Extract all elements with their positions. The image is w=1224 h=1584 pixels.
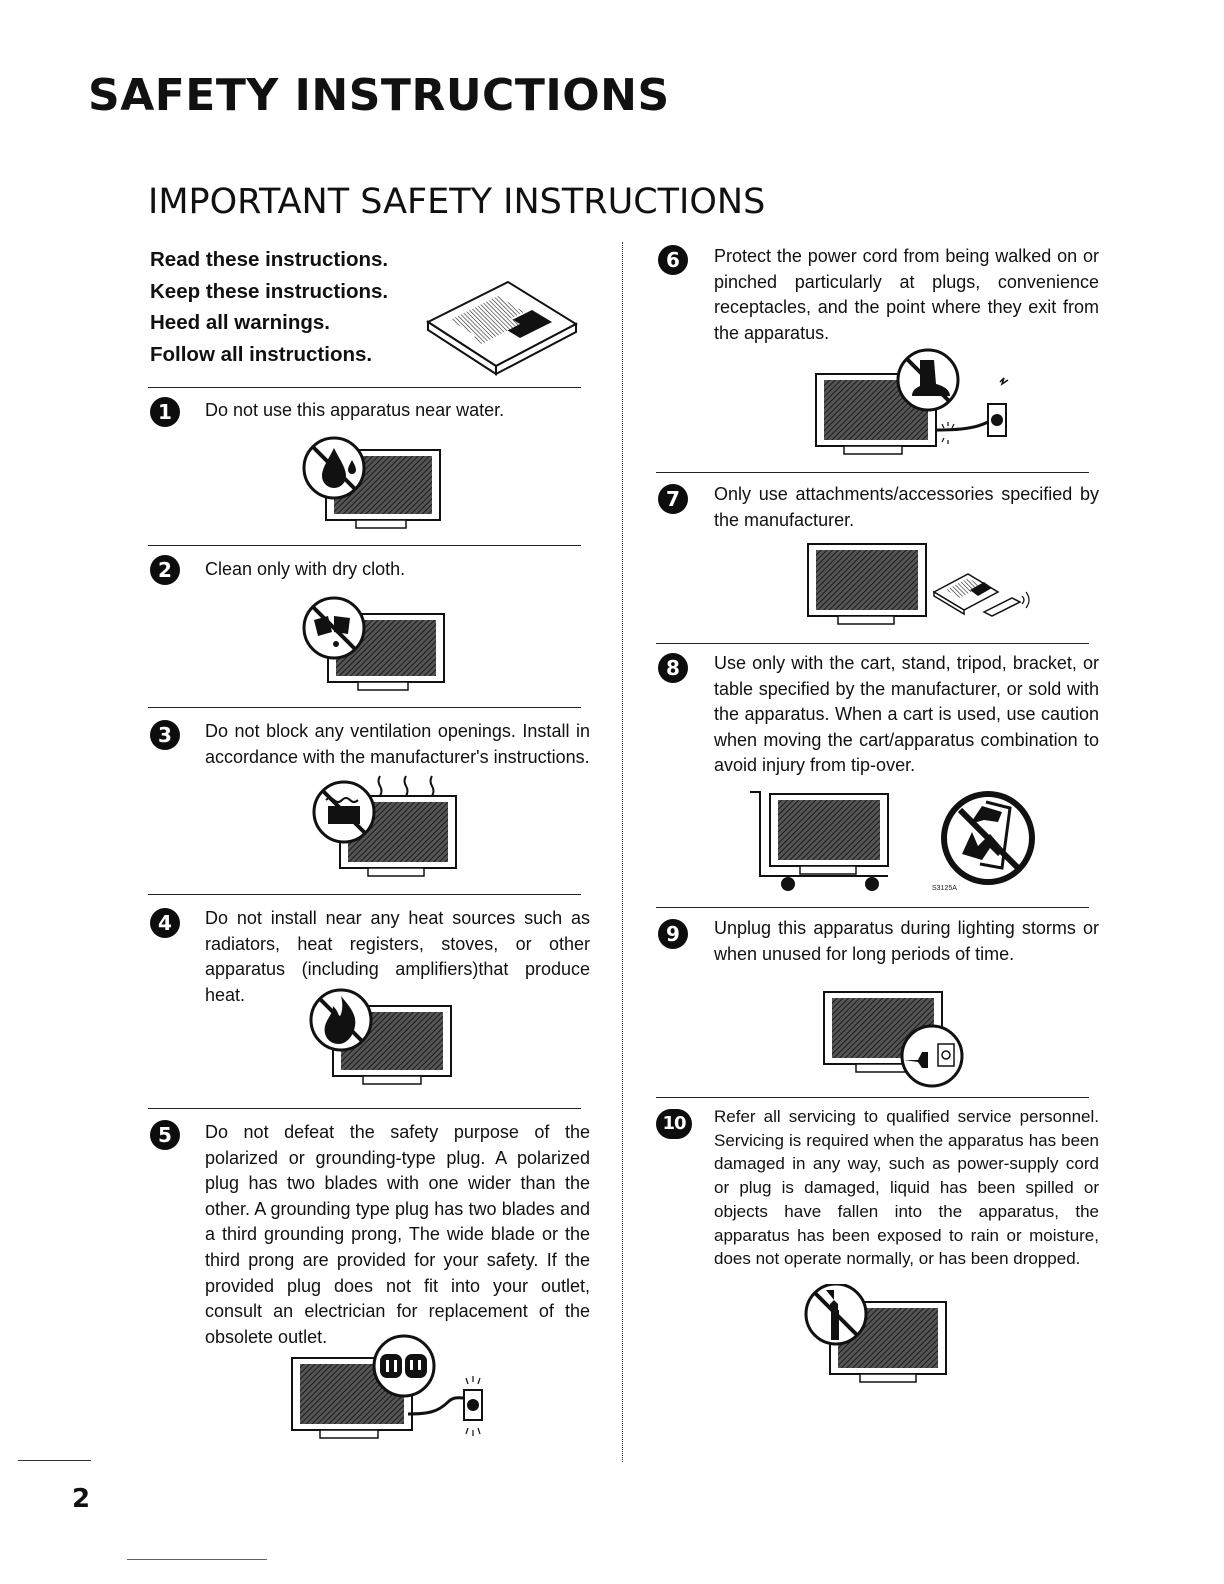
no-heat-source-tv-icon (305, 984, 457, 1088)
polarized-plug-tv-icon (288, 1334, 494, 1446)
item-text: Do not install near any heat sources such as radiators, heat registers, stoves, or other apparatus (including amplifiers)that produce heat. (205, 908, 590, 1005)
item-text: Refer all servicing to qualified service personnel. Servicing is required when the apparatus has been damaged in any way, such as power-supply cord or plug is damaged, liquid has been spilled or objects have fallen into the apparatus, the apparatus has been exposed to rain or moisture, does not operate normally, or has been dropped. (714, 1107, 1099, 1269)
divider (148, 1108, 581, 1109)
divider (656, 643, 1089, 644)
item-text: Clean only with dry cloth. (205, 559, 406, 579)
footer-accent-line (127, 1559, 267, 1560)
divider (656, 472, 1089, 473)
no-water-tv-icon (298, 434, 446, 532)
item-text: Protect the power cord from being walked on or pinched particularly at plugs, convenience receptacles, and the point where they exit from the apparatus. (714, 246, 1099, 343)
divider (148, 545, 581, 546)
item-number-badge: 6 (658, 245, 688, 275)
item-number-badge: 5 (150, 1120, 180, 1150)
footer-rule (18, 1460, 91, 1461)
cart-stand-tv-icon (748, 788, 1048, 896)
column-divider (622, 242, 623, 1462)
item-text: Unplug this apparatus during lighting storms or when unused for long periods of time. (714, 918, 1099, 964)
accessories-tv-icon (806, 542, 1034, 628)
no-wet-cleaning-tv-icon (298, 592, 450, 696)
page-number: 2 (72, 1484, 91, 1514)
item-number-badge: 8 (658, 653, 688, 683)
item-text: Use only with the cart, stand, tripod, bracket, or table specified by the manufacturer, or sold with the apparatus. When a cart is used, use caution when moving the cart/apparatus combination to avoid injury from tip-over. (714, 653, 1099, 776)
divider (148, 707, 581, 708)
item-number-badge: 10 (656, 1109, 692, 1139)
item-number-badge: 1 (150, 397, 180, 427)
intro-line: Follow all instructions. (150, 342, 373, 366)
item-text: Only use attachments/accessories specified by the manufacturer. (714, 484, 1099, 530)
no-blocked-ventilation-tv-icon (308, 772, 460, 882)
refer-servicing-tv-icon (800, 1284, 952, 1388)
section-title: IMPORTANT SAFETY INSTRUCTIONS (148, 182, 766, 222)
item-number-badge: 2 (150, 555, 180, 585)
divider (148, 894, 581, 895)
item-text: Do not use this apparatus near water. (205, 400, 505, 420)
divider (656, 907, 1089, 908)
divider (148, 387, 581, 388)
item-text: Do not block any ventilation openings. Install in accordance with the manufacturer's instructions. (205, 721, 590, 767)
intro-line: Keep these instructions. (150, 279, 389, 303)
item-number-badge: 9 (658, 919, 688, 949)
intro-line: Read these instructions. (150, 248, 389, 271)
intro-list (150, 244, 388, 370)
item-number-badge: 7 (658, 484, 688, 514)
item-text: Do not defeat the safety purpose of the polarized or grounding-type plug. A polarized plug has two blades with one wider than the other. A grounding type plug has two blades and a third grounding prong, The wide blade or the third prong are provided for your safety. If the provided plug does not fit into your outlet, consult an electrician for replacement of the obsolete outlet. (205, 1122, 590, 1347)
item-number-badge: 3 (150, 720, 180, 750)
cart-warning-label: S3125A (932, 885, 957, 892)
intro-line: Heed all warnings. (150, 311, 330, 334)
item-number-badge: 4 (150, 908, 180, 938)
protect-power-cord-tv-icon (812, 346, 1032, 464)
unplug-tv-icon (822, 990, 968, 1090)
divider (656, 1097, 1089, 1098)
manual-book-icon (420, 274, 580, 384)
page-title: SAFETY INSTRUCTIONS (88, 70, 670, 121)
